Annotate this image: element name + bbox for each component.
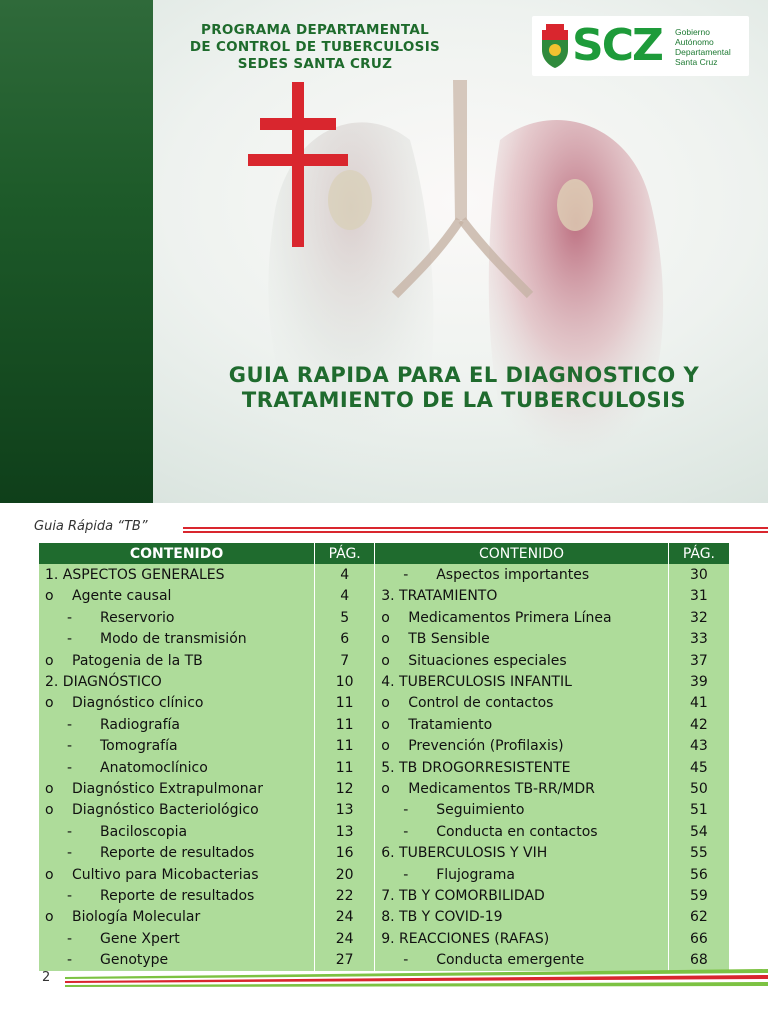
circle-bullet-icon: o — [381, 780, 390, 797]
toc-entry-text: Diagnóstico Extrapulmonar — [72, 780, 263, 797]
toc-entry-text: Modo de transmisión — [100, 631, 247, 648]
toc-page-number: 51 — [668, 800, 729, 821]
toc-entry — [39, 671, 315, 692]
toc-page-number: 50 — [668, 778, 729, 799]
toc-page-number: 11 — [315, 714, 375, 735]
logo-subtext-line: Gobierno — [675, 27, 710, 37]
toc-entry — [375, 714, 669, 735]
dash-bullet-icon: - — [67, 823, 73, 840]
toc-page-number: 22 — [315, 885, 375, 906]
toc-row — [39, 650, 730, 671]
dash-bullet-icon: - — [403, 567, 409, 584]
dash-bullet-icon: - — [67, 930, 73, 947]
toc-entry-text: Gene Xpert — [100, 930, 180, 947]
toc-entry-text: 9. REACCIONES (RAFAS) — [381, 930, 550, 947]
toc-page-number: 13 — [315, 821, 375, 842]
dash-bullet-icon: - — [67, 845, 73, 862]
circle-bullet-icon: o — [381, 609, 390, 626]
toc-entry — [375, 586, 669, 607]
toc-entry-text: Prevención (Profilaxis) — [408, 738, 564, 755]
circle-bullet-icon: o — [381, 716, 390, 733]
toc-entry-text: 3. TRATAMIENTO — [381, 588, 498, 605]
toc-row — [39, 564, 730, 585]
toc-entry — [39, 757, 315, 778]
circle-bullet-icon: o — [381, 652, 390, 669]
toc-page-number: 11 — [315, 736, 375, 757]
toc-page-number: 27 — [315, 949, 375, 970]
toc-entry-text: Anatomoclínico — [100, 759, 208, 776]
toc-page-number: 33 — [668, 629, 729, 650]
toc-entry — [39, 907, 315, 928]
toc-entry-text: Cultivo para Micobacterias — [72, 866, 259, 883]
toc-entry-text: Tomografía — [100, 738, 178, 755]
toc-page-number: 12 — [315, 778, 375, 799]
toc-row — [39, 778, 730, 799]
circle-bullet-icon: o — [381, 738, 390, 755]
circle-bullet-icon: o — [45, 588, 54, 605]
dash-bullet-icon: - — [403, 802, 409, 819]
toc-page-number: 7 — [315, 650, 375, 671]
toc-entry-text: Medicamentos Primera Línea — [408, 609, 612, 626]
circle-bullet-icon: o — [45, 909, 54, 926]
toc-entry — [375, 907, 669, 928]
toc-entry-text: Reservorio — [100, 609, 175, 626]
toc-entry-text: Diagnóstico Bacteriológico — [72, 802, 259, 819]
toc-header-content: CONTENIDO — [39, 543, 315, 564]
toc-entry-text: 4. TUBERCULOSIS INFANTIL — [381, 674, 572, 691]
toc-page-number: 4 — [315, 564, 375, 585]
toc-page-number: 11 — [315, 757, 375, 778]
toc-page-number: 62 — [668, 907, 729, 928]
toc-entry — [375, 949, 669, 970]
toc-row — [39, 757, 730, 778]
toc-row — [39, 693, 730, 714]
toc-entry-text: Medicamentos TB-RR/MDR — [408, 780, 595, 797]
green-side-band — [0, 0, 153, 503]
toc-entry-text: Control de contactos — [408, 695, 554, 712]
toc-page-number: 39 — [668, 671, 729, 692]
toc-page-number: 24 — [315, 928, 375, 949]
toc-row — [39, 714, 730, 735]
cover-image — [0, 0, 768, 503]
toc-entry — [375, 821, 669, 842]
toc-page-number: 16 — [315, 842, 375, 863]
toc-entry — [375, 736, 669, 757]
toc-row — [39, 800, 730, 821]
toc-page-number: 55 — [668, 842, 729, 863]
toc-row — [39, 842, 730, 863]
toc-page-number: 37 — [668, 650, 729, 671]
toc-page-number: 66 — [668, 928, 729, 949]
dash-bullet-icon: - — [67, 716, 73, 733]
toc-entry — [39, 842, 315, 863]
dash-bullet-icon: - — [67, 887, 73, 904]
toc-entry-text: Situaciones especiales — [408, 652, 567, 669]
toc-page-number: 42 — [668, 714, 729, 735]
toc-entry-text: TB Sensible — [408, 631, 490, 648]
program-line: DE CONTROL DE TUBERCULOSIS — [189, 39, 441, 55]
toc-entry — [39, 564, 315, 585]
toc-page-number: 4 — [315, 586, 375, 607]
circle-bullet-icon: o — [45, 695, 54, 712]
toc-entry-text: Reporte de resultados — [100, 887, 255, 904]
circle-bullet-icon: o — [45, 802, 54, 819]
toc-entry-text: 6. TUBERCULOSIS Y VIH — [381, 845, 548, 862]
dash-bullet-icon: - — [403, 866, 409, 883]
footer-rule — [65, 969, 768, 989]
toc-page-number: 5 — [315, 607, 375, 628]
toc-row — [39, 864, 730, 885]
toc-page-number: 6 — [315, 629, 375, 650]
logo-subtext-line: Departamental — [675, 47, 731, 57]
toc-entry-text: Radiografía — [100, 716, 180, 733]
toc-entry — [375, 864, 669, 885]
toc-entry-text: Agente causal — [72, 588, 172, 605]
toc-entry — [375, 928, 669, 949]
toc-entry-text: Patogenia de la TB — [72, 652, 203, 669]
toc-entry — [39, 714, 315, 735]
program-name — [165, 22, 465, 73]
circle-bullet-icon: o — [45, 652, 54, 669]
logo-subtext-line: Autónomo — [675, 37, 714, 47]
toc-page-number: 11 — [315, 693, 375, 714]
toc-entry-text: 8. TB Y COVID-19 — [381, 909, 503, 926]
running-header: Guia Rápida “TB” — [34, 519, 148, 534]
toc-page-number: 30 — [668, 564, 729, 585]
toc-page-number: 59 — [668, 885, 729, 906]
toc-entry — [39, 586, 315, 607]
toc-entry-text: Biología Molecular — [72, 909, 201, 926]
circle-bullet-icon: o — [381, 631, 390, 648]
toc-page-number: 41 — [668, 693, 729, 714]
dash-bullet-icon: - — [67, 952, 73, 969]
toc-header-page: PÁG. — [315, 543, 375, 564]
toc-page-number: 68 — [668, 949, 729, 970]
toc-header-page: PÁG. — [668, 543, 729, 564]
toc-entry — [375, 800, 669, 821]
toc-page-number: 24 — [315, 907, 375, 928]
toc-page-number: 32 — [668, 607, 729, 628]
dash-bullet-icon: - — [67, 759, 73, 776]
toc-row — [39, 736, 730, 757]
toc-entry-text: Diagnóstico clínico — [72, 695, 204, 712]
toc-entry — [375, 607, 669, 628]
toc-entry — [375, 757, 669, 778]
toc-entry — [375, 693, 669, 714]
dash-bullet-icon: - — [67, 631, 73, 648]
toc-entry — [375, 885, 669, 906]
header-rule — [183, 527, 768, 534]
toc-entry — [375, 842, 669, 863]
toc-entry — [39, 885, 315, 906]
logo-wordmark: SCZ — [572, 20, 662, 71]
guide-title-line: TRATAMIENTO DE LA TUBERCULOSIS — [241, 388, 687, 412]
toc-page-number: 20 — [315, 864, 375, 885]
toc-entry-text: Conducta en contactos — [436, 823, 598, 840]
toc-page-number: 31 — [668, 586, 729, 607]
table-of-contents — [39, 543, 730, 971]
dash-bullet-icon: - — [403, 823, 409, 840]
scz-logo — [532, 16, 749, 76]
guide-title-line: GUIA RAPIDA PARA EL DIAGNOSTICO Y — [228, 363, 700, 387]
circle-bullet-icon: o — [381, 695, 390, 712]
toc-header-row — [39, 543, 730, 564]
toc-header-content: CONTENIDO — [375, 543, 669, 564]
toc-row — [39, 821, 730, 842]
toc-entry — [39, 949, 315, 970]
toc-entry-text: Flujograma — [436, 866, 515, 883]
toc-entry — [39, 800, 315, 821]
toc-entry — [375, 650, 669, 671]
toc-page-number: 10 — [315, 671, 375, 692]
program-line: SEDES SANTA CRUZ — [237, 56, 393, 72]
toc-entry-text: Tratamiento — [408, 716, 493, 733]
toc-entry-text: 1. ASPECTOS GENERALES — [45, 567, 225, 584]
toc-entry — [39, 629, 315, 650]
toc-entry-text: Reporte de resultados — [100, 845, 255, 862]
toc-row — [39, 629, 730, 650]
toc-entry — [375, 564, 669, 585]
dash-bullet-icon: - — [67, 738, 73, 755]
toc-entry-text: Aspectos importantes — [436, 567, 590, 584]
toc-page-number: 45 — [668, 757, 729, 778]
toc-row — [39, 671, 730, 692]
toc-entry-text: Seguimiento — [436, 802, 525, 819]
toc-entry-text: 7. TB Y COMORBILIDAD — [381, 887, 545, 904]
toc-entry — [39, 693, 315, 714]
logo-subtext — [675, 27, 750, 67]
toc-row — [39, 586, 730, 607]
circle-bullet-icon: o — [45, 866, 54, 883]
toc-entry — [375, 671, 669, 692]
toc-row — [39, 949, 730, 970]
toc-entry-text: 5. TB DROGORRESISTENTE — [381, 759, 571, 776]
toc-row — [39, 885, 730, 906]
toc-page-number: 43 — [668, 736, 729, 757]
toc-body — [39, 564, 730, 970]
toc-row — [39, 607, 730, 628]
toc-entry-text: Conducta emergente — [436, 952, 585, 969]
toc-entry — [39, 736, 315, 757]
lorraine-cross-icon — [248, 82, 348, 247]
page-number: 2 — [42, 970, 51, 985]
guide-title — [160, 363, 768, 413]
toc-page-number: 56 — [668, 864, 729, 885]
coat-of-arms-icon — [540, 24, 570, 68]
toc-entry — [39, 778, 315, 799]
toc-entry-text: Genotype — [100, 952, 169, 969]
toc-entry — [39, 607, 315, 628]
toc-entry — [375, 778, 669, 799]
toc-entry — [39, 928, 315, 949]
toc-entry-text: Baciloscopia — [100, 823, 188, 840]
program-line: PROGRAMA DEPARTAMENTAL — [201, 22, 429, 38]
toc-row — [39, 928, 730, 949]
circle-bullet-icon: o — [45, 780, 54, 797]
toc-entry-text: 2. DIAGNÓSTICO — [45, 674, 162, 691]
toc-entry — [39, 864, 315, 885]
toc-page-number: 13 — [315, 800, 375, 821]
toc-entry — [39, 650, 315, 671]
logo-subtext-line: Santa Cruz — [675, 57, 718, 67]
dash-bullet-icon: - — [403, 952, 409, 969]
toc-entry — [39, 821, 315, 842]
toc-entry — [375, 629, 669, 650]
toc-page-number: 54 — [668, 821, 729, 842]
dash-bullet-icon: - — [67, 609, 73, 626]
toc-row — [39, 907, 730, 928]
